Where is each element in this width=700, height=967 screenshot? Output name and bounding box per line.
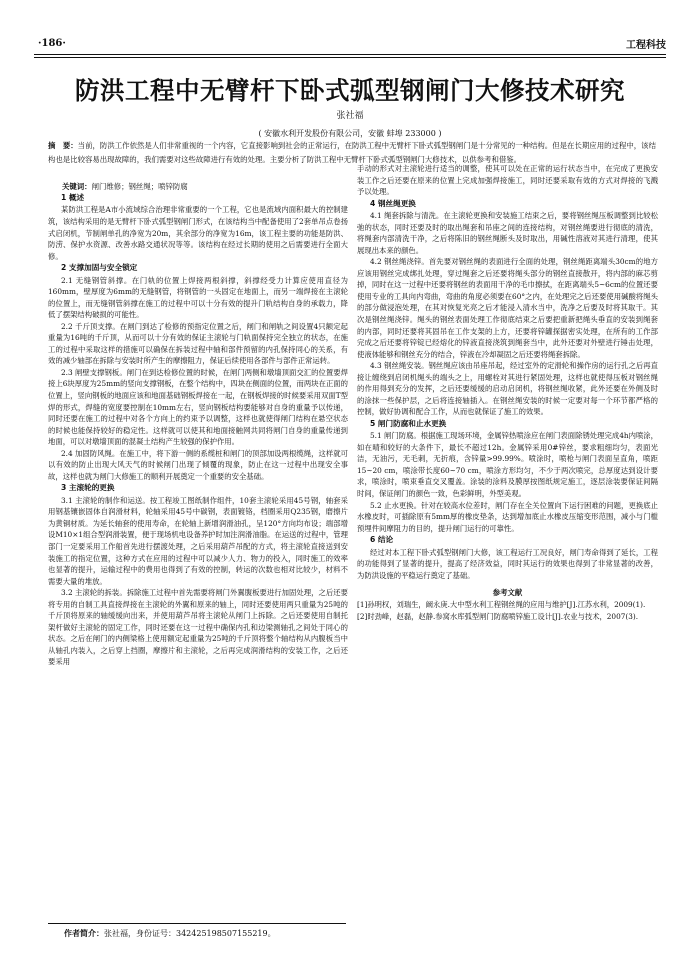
footnote-rule <box>48 923 346 924</box>
header-rule-thin <box>34 57 666 58</box>
paragraph: 5.2 止水更换。针对在较高水位差时，闸门存在全关位置向下运行困难的问题，更换底止水橡皮时，可插除原有5mm厚的橡皮垫条，达到增加底止水橡皮压缩变形范围，减小与门槛预埋件间摩阻力的目的，提升闸门运行的可靠性。 <box>357 500 658 533</box>
keywords-label: 关键词： <box>62 182 92 191</box>
section-heading: 3 主滚轮的更换 <box>61 483 115 493</box>
abstract-text: 当前，防洪工作依然是人们非常重视的一个内容，它直接影响到社会的正常运行，在防洪工程中无臂杆下卧式弧型钢闸门是十分常见的一种结构。但是在长期应用的过程中，该结构也是比较容易出现故障的，我们需要对这些故障进行有效的处理。主要分析了防洪工程中无臂杆下卧式弧型钢闸门大修技术，以供参考和借鉴。 <box>48 141 656 164</box>
reference-item: [1]孙明权，刘瑞生，阚永庚.大中型水利工程钢丝绳的应用与维护[J].江苏水利，2009(1). <box>357 599 646 609</box>
affiliation: ( 安徽水利开发股份有限公司，安徽 蚌埠 233000 ) <box>258 129 442 138</box>
abstract-label: 摘 要： <box>48 141 78 150</box>
header-rule <box>34 54 666 55</box>
section-heading: 4 钢丝绳更换 <box>370 198 416 208</box>
paragraph: 某防洪工程是A市小流域综合治理非常重要的一个工程，它也是流域内面积最大的控制建筑，该结构采用的是无臂杆下卧式弧型钢闸门形式，在该结构当中配备使用了2套单吊点卷扬式启闭机，节制闸单孔的净宽为20m，其余部分的净宽为16m，该工程主要的功能是防洪、防涝、保护水资源、改善水路交通状况等等。该结构在经过长期的使用之后需要进行全面大修。 <box>48 205 348 261</box>
paragraph: 5.1 闸门防腐。根据施工现场环境，金属锌热喷涂应在闸门表面除锈处理完成4h内喷涂，如在晴和较好的大条件下，最长不超过12h。金属锌采用0#锌丝，要求粗细均匀，表面光洁，无油污，无毛刺，无折痕，含锌量>99.99%。喷涂时，喷枪与闸门表面呈直角，喷距15~20 cm，喷涂带长度60~70 cm，喷涂方形均匀，不少于两次喷完，总厚度达到设计要求，喷涂时，喷束垂直交叉覆盖。涂装的涂料及膜厚按图纸规定施工，逐层涂装要保证间隔时间，保证闸门的颜色一致，色彩鲜明，外型美观。 <box>357 431 658 499</box>
article-title: 防洪工程中无臂杆下卧式弧型钢闸门大修技术研究 <box>75 76 625 105</box>
right-column-body <box>357 163 658 581</box>
body-left-column <box>48 192 348 668</box>
references-list <box>357 599 658 623</box>
paragraph: 2.3 闸壁支撑钢板。闸门在到达检修位置的时候，在闸门两侧和墩墙顶面交汇的位置要焊接上6块厚度为25mm的竖向支撑钢板，在整个结构中，四块在侧面的位置，而两块在正面的位置上，竖向钢板的地面应该和地面基础钢板焊接在一起，在钢板焊接的时候要采用双面T型焊的形式，焊缝的宽度要控制在10mm左右，竖向钢板结构要能够对自身的重量予以传递，同时还要在施工的过程中对各个方向上的约束予以调整，这样也就使得闸门结构在悬空状态的时候也能保持较好的稳定性。这样就可以使其和地面接触网共同将闸门自身的重量传递到地面，可以对墩墙顶面的混凝土结构产生较强的保护作用。 <box>48 367 348 447</box>
paragraph: 4.3 钢丝绳安装。钢丝绳应该由吊座吊起，经过室外的定滑轮和操作房的运行孔之后再直接让缠绕到启闭机绳头的端头之上，用螺栓对其进行紧固处理，这样也就使得压板对钢丝绳的作用得到充分的发挥，之后还要缓缓的启动启闭机，将钢丝绳收紧，此外还要在外侧及时的涂抹一些保护层，之后将连接轴插入。在钢丝绳安装的时候一定要对每一个环节都严格的控制，做好协调和配合工作，从而也就保证了施工的效果。 <box>357 361 658 417</box>
keywords-text: 闸门维修；钢丝绳；喷锌防腐 <box>91 182 188 191</box>
paragraph: 3.1 主滚轮的制作和运送。按工程竣工图纸制作组件，10套主滚轮采用45号钢，轴套采用钢基镶嵌固体自润滑材料，轮轴采用45号中碳钢，表面镀铬，档圈采用Q235钢，磨擦片为黄铜材质。为延长轴套的使用寿命，在轮轴上新增润滑油孔，呈120°方向均布设；端部增设M10×1组合型润滑装置，便于现场机电设备养护时加注润滑油脂。在运送的过程中，管理部门一定要采用工作船首先进行摆渡处理，之后采用葫芦吊配的方式，将主滚轮直接送到安装施工的指定位置，这种方式在应用的过程中可以减少人力、物力的投入，同时施工的效率也显著的提升，运输过程中的费用也得到了有效的控制，转运的次数也相对比较少，材料不需要大量的堆放。 <box>48 495 348 586</box>
section-heading: 6 结论 <box>370 535 394 545</box>
references-title: 参考文献 <box>492 588 523 598</box>
reference-item: [2]时劲峰，赵磊，赵静.参窝水库弧型闸门防腐喷锌施工设计[J].农业与技术，2007(3). <box>357 611 639 621</box>
author: 张社福 <box>336 111 364 121</box>
paragraph: 2.4 加固防风绳。在施工中，将下游一侧的系缆桩和闸门的顶部加设两根缆绳，这样就可以有效的防止出现大风天气的时候闸门出现了倾覆的现象，防止在这一过程中出现安全事故，这样也就为闸门大修施工的顺利开展奠定一个重要的安全基础。 <box>48 448 348 481</box>
paragraph: 2.1 无缝钢管斜撑。在门轨的位置上焊接两根斜撑，斜撑经受力计算应使用直径为160mm，壁厚度为6mm的无缝钢管，将钢管的一头固定在地面上，而另一端焊接在主滚轮的位置上，而无缝钢管斜撑在施工的过程中可以十分有效的提升门轨结构自身的承载力，降低了摆架结构破损的可能性。 <box>48 275 348 320</box>
author-note <box>64 928 276 939</box>
footnote-label: 作者简介： <box>64 929 104 938</box>
paragraph: 4.1 绳套拆除与清洗。在主滚轮更换和安装施工结束之后，要将钢丝绳压板调整到比较松弛的状态，同时还要及时的取出绳套和吊座之间的连接结构，对钢丝绳要进行彻底的清洗，将绳套内部清洗干净，之后将陈旧的钢丝绳断头及时取出，用碱性溶液对其进行清理，使其展现出本来的颜色。 <box>357 211 658 255</box>
body-right-column <box>357 163 658 622</box>
paragraph: 3.2 主滚轮的拆装。拆除施工过程中首先需要将闸门外翼腹板要进行加固处理，之后还要将专用的自制工具直接焊接在主滚轮的外翼和原来的轴上，同时还要使用两只重量为25吨的千斤顶将原来的轴缓缓向出来，并使用葫芦吊将主滚轮从闸门上拆除。之后还要使用自制托架杆做好主滚轮的固定工作，同时还要在这一过程中确保内孔和边梁测轴孔之间处于同心的状态。之后在闸门的内侧梁格上使用额定起重量为25吨的千斤顶将整个轴结构从内腹板当中从轴孔内装入，之后穿上挡圈，摩擦片和主滚轮，之后再完成润滑结构的安装工作，之后还要采用 <box>48 588 348 667</box>
page-header <box>0 0 700 58</box>
footnote-text: 张社福，身份证号：342425198507155219。 <box>104 929 276 938</box>
section-heading: 5 闸门防腐和止水更换 <box>370 418 447 428</box>
paragraph: 经过对本工程下卧式弧型钢闸门大修，该工程运行工况良好，闸门寿命得到了延长，工程的功能得到了显著的提升，提高了经济效益，同时其运行的效果也得到了非常显著的改善，为防洪设施的平稳运行奠定了基础。 <box>357 547 658 580</box>
page-number: ·186· <box>38 38 66 49</box>
journal-section: 工程科技 <box>626 40 666 51</box>
paragraph: 手动的形式对主滚轮进行适当的调整，使其可以处在正常的运行状态当中，在完成了更换安装工作之后还要在原来的位置上完成加强焊接施工，同时还要采取有效的方式对焊接的飞溅予以处理。 <box>357 164 658 197</box>
paragraph: 4.2 钢丝绳浇锌。首先要对钢丝绳的表面进行全面的处理，钢丝绳距离端头30cm的地方应该用钢丝完成绑扎处理，穿过绳套之后还要将绳头部分的钢丝直接散开，将内部的麻芯剪掉，同时在这一过程中还要将钢丝的表面用干净的毛巾擦拭，在距离端头5~6cm的位置还要使用专业的工具向内弯曲，弯曲的角度必须要在60°之内，在处理完之后还要使用碱酸将绳头的部分做浸泡处理，在其对恢复光亮之后才能浸入清水当中，洗净之后要及时将其取干。其次是钢丝绳浇锌。绳头的钢丝表面处理工作彻底结束之后要把重新把绳头垂直的安装到绳套的内部，同时还要将其固吊在工作支架的上方，还要将锌罐探据密实处理，在所有的工作部完成之后还要将锌锭已经熔化的锌液直接浇筑到绳套当中，此外还要对外壁进行锤击处理，使液体能够和钢丝充分的结合，锌液在冷却凝固之后还要将绳套拆除。 <box>357 257 658 359</box>
section-heading: 1 概述 <box>61 193 85 202</box>
paragraph: 2.2 千斤顶支撑。在闸门到达了检修的预指定位置之后，闸门和闸轨之间设置4只额定起重量为16吨的千斤顶，从而可以十分有效的保证主滚轮与门轨面保持完全独立的状态，在施工的过程中采取这样的措施可以确保在拆装过程中轴和部件预留的内孔保持同心的关系，有效的减少轴部在拆除与安装时所产生的摩擦阻力，保证后续使用各部件与部件正常运转。 <box>48 321 348 366</box>
section-heading: 2 支撑加固与安全锁定 <box>61 263 138 273</box>
